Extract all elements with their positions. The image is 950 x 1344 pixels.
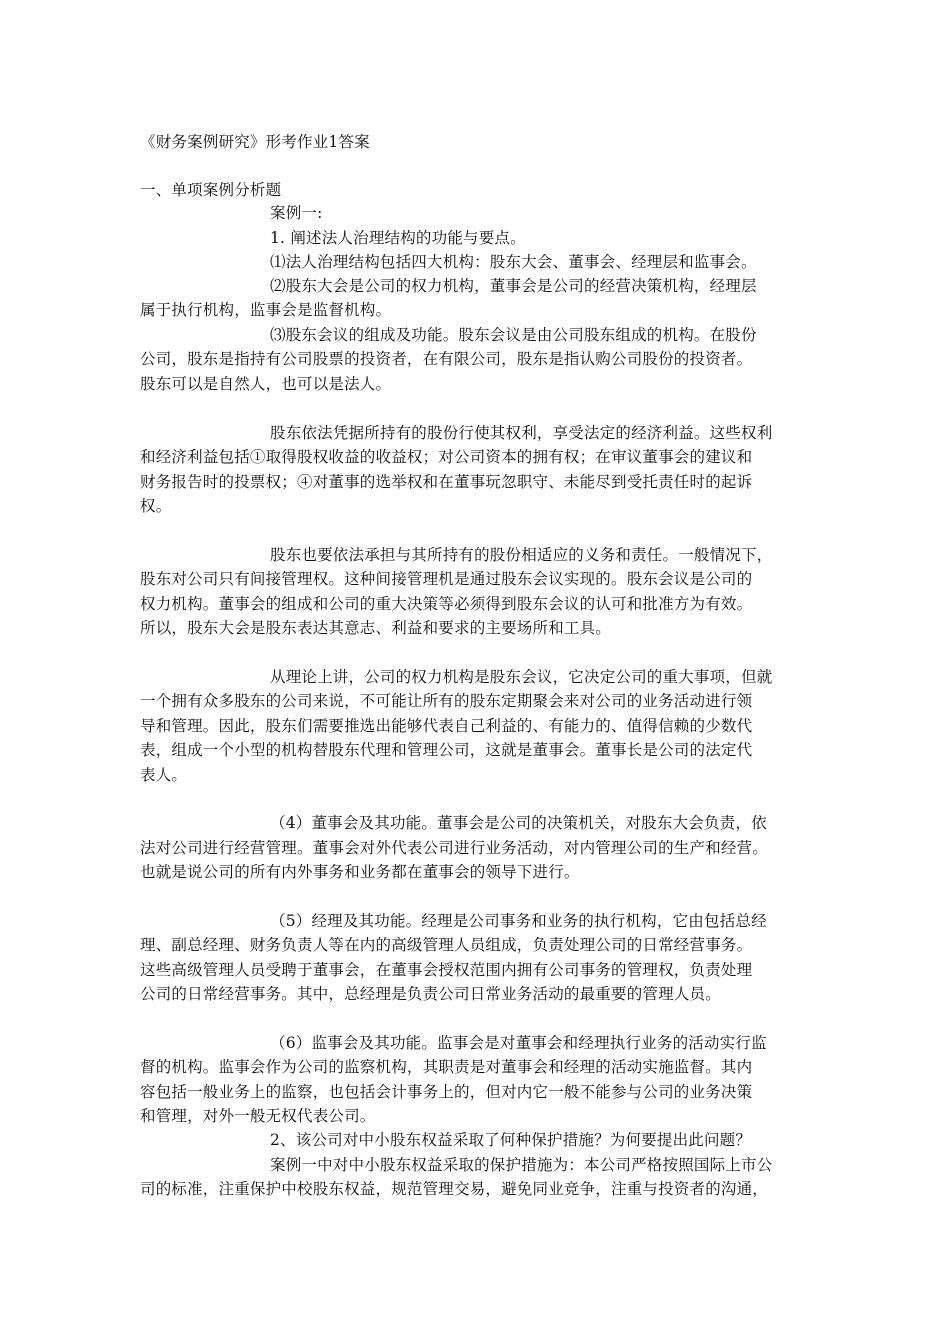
section-heading: 一、单项案例分析题 — [140, 181, 282, 199]
paragraph-5-line: 所以，股东大会是股东表达其意志、利益和要求的主要场所和工具。 — [140, 619, 612, 637]
paragraph-8-line: （5）经理及其功能。经理是公司事务和业务的执行机构，它由包括总经 — [270, 912, 767, 930]
paragraph-8-line: 理、副总经理、财务负责人等在内的高级管理人员组成，负责处理公司的日常经营事务。 — [140, 936, 753, 954]
paragraph-3-line: 公司，股东是指持有公司股票的投资者，在有限公司，股东是指认购公司股份的投资者。 — [140, 350, 753, 368]
document-title: 《财务案例研究》形考作业1答案 — [140, 133, 370, 151]
paragraph-6-line: 导和管理。因此，股东们需要推选出能够代表自己利益的、有能力的、值得信赖的少数代 — [140, 717, 753, 735]
paragraph-6-line: 表人。 — [140, 766, 188, 784]
paragraph-3-line: 股东可以是自然人，也可以是法人。 — [140, 375, 392, 393]
case-label: 案例一: — [270, 204, 323, 222]
paragraph-4-line: 权。 — [140, 497, 172, 515]
paragraph-7-line: （4）董事会及其功能。董事会是公司的决策机关，对股东大会负责，依 — [270, 814, 767, 832]
paragraph-9-line: （6）监事会及其功能。监事会是对董事会和经理执行业务的活动实行监 — [270, 1034, 767, 1052]
paragraph-4-line: 和经济利益包括①取得股权收益的收益权；对公司资本的拥有权；在审议董事会的建议和 — [140, 448, 753, 466]
paragraph-6-line: 一个拥有众多股东的公司来说，不可能让所有的股东定期聚会来对公司的业务活动进行领 — [140, 692, 753, 710]
paragraph-10-line: 案例一中对中小股东权益采取的保护措施为：本公司严格按照国际上市公 — [270, 1156, 773, 1174]
paragraph-5-line: 股东也要依法承担与其所持有的股份相适应的义务和责任。一般情况下， — [270, 546, 773, 564]
paragraph-2-line: ⑵股东大会是公司的权力机构，董事会是公司的经营决策机构，经理层 — [270, 277, 757, 295]
question-1: 1. 阐述法人治理结构的功能与要点。 — [270, 229, 526, 247]
paragraph-7-line: 也就是说公司的所有内外事务和业务都在董事会的领导下进行。 — [140, 863, 580, 881]
paragraph-6-line: 从理论上讲，公司的权力机构是股东会议，它决定公司的重大事项，但就 — [270, 668, 773, 686]
paragraph-2-line: 属于执行机构，监事会是监督机构。 — [140, 301, 392, 319]
paragraph-9-line: 和管理，对外一般无权代表公司。 — [140, 1107, 376, 1125]
paragraph-9-line: 督的机构。监事会作为公司的监察机构，其职责是对董事会和经理的活动实施监督。其内 — [140, 1058, 753, 1076]
paragraph-1-line: ⑴法人治理结构包括四大机构：股东大会、董事会、经理层和监事会。 — [270, 253, 757, 271]
paragraph-8-line: 公司的日常经营事务。其中，总经理是负责公司日常业务活动的最重要的管理人员。 — [140, 985, 721, 1003]
paragraph-5-line: 权力机构。董事会的组成和公司的重大决策等必须得到股东会议的认可和批准方为有效。 — [140, 595, 753, 613]
paragraph-4-line: 股东依法凭据所持有的股份行使其权利，享受法定的经济利益。这些权利 — [270, 424, 773, 442]
paragraph-5-line: 股东对公司只有间接管理权。这种间接管理机是通过股东会议实现的。股东会议是公司的 — [140, 570, 753, 588]
paragraph-6-line: 表，组成一个小型的机构替股东代理和管理公司，这就是董事会。董事长是公司的法定代 — [140, 741, 753, 759]
paragraph-4-line: 财务报告时的投票权；④对董事的选举权和在董事玩忽职守、未能尽到受托责任时的起诉 — [140, 473, 753, 491]
question-2: 2、该公司对中小股东权益采取了何种保护措施？为何要提出此问题？ — [270, 1131, 752, 1149]
paragraph-7-line: 法对公司进行经营管理。董事会对外代表公司进行业务活动，对内管理公司的生产和经营。 — [140, 839, 769, 857]
paragraph-9-line: 容包括一般业务上的监察，也包括会计事务上的，但对内它一般不能参与公司的业务决策 — [140, 1083, 753, 1101]
paragraph-3-line: ⑶股东会议的组成及功能。股东会议是由公司股东组成的机构。在股份 — [270, 326, 757, 344]
paragraph-10-line: 司的标准，注重保护中校股东权益，规范管理交易，避免同业竞争，注重与投资者的沟通， — [140, 1180, 769, 1198]
paragraph-8-line: 这些高级管理人员受聘于董事会，在董事会授权范围内拥有公司事务的管理权，负责处理 — [140, 961, 753, 979]
